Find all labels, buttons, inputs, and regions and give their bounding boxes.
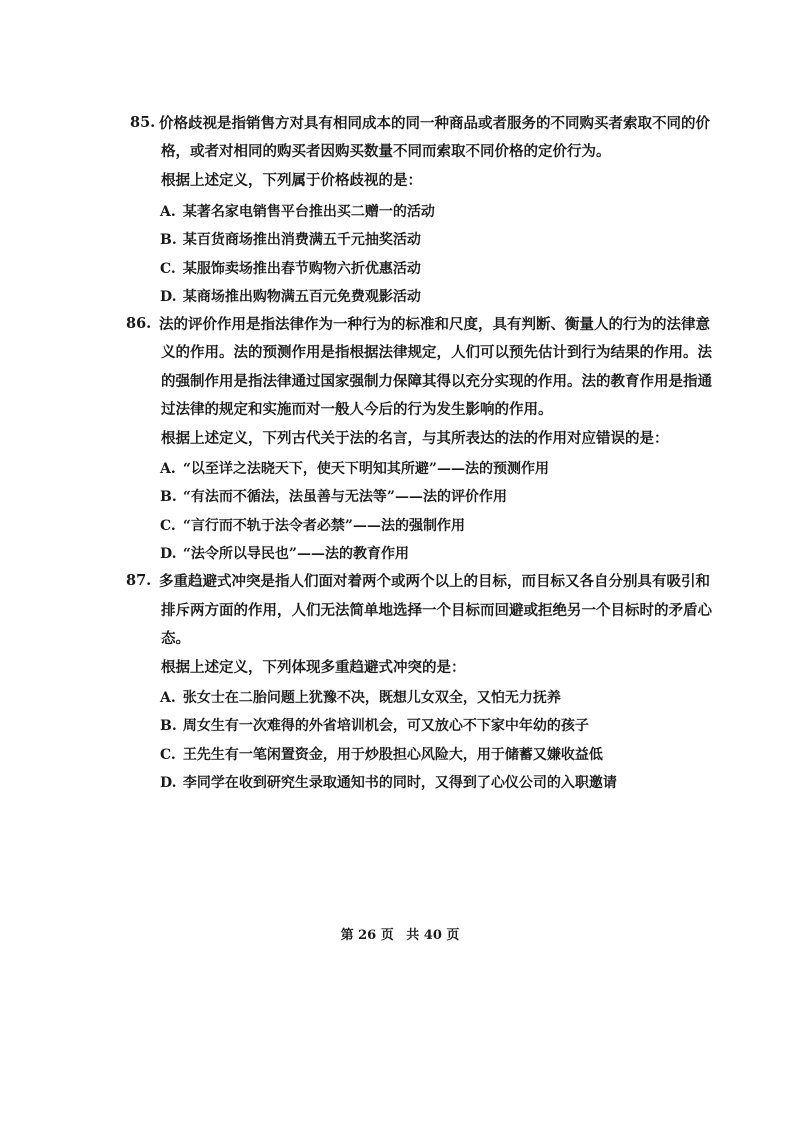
option-c bbox=[160, 744, 603, 764]
question-stem-line: 排斥两方面的作用，人们无法简单地选择一个目标而回避或拒绝另一个目标时的矛盾心 bbox=[161, 602, 712, 619]
option-label: C. bbox=[160, 518, 176, 534]
page-number: 第 26 页 bbox=[340, 928, 394, 943]
option-text: “法令所以导民也”——法的教育作用 bbox=[182, 546, 409, 562]
option-text: “以至详之法晓天下，使天下明知其所避”——法的预测作用 bbox=[182, 461, 549, 477]
option-text: 某商场推出购物满五百元免费观影活动 bbox=[182, 289, 421, 305]
question-prompt: 根据上述定义，下列属于价格歧视的是： bbox=[161, 172, 422, 189]
page-total: 共 40 页 bbox=[406, 928, 460, 943]
option-d bbox=[160, 772, 617, 792]
option-label: B. bbox=[160, 718, 177, 734]
question-stem-line: 多重趋避式冲突是指人们面对着两个或两个以上的目标，而目标又各自分别具有吸引和 bbox=[159, 573, 710, 590]
option-text: 周女生有一次难得的外省培训机会，可又放心不下家中年幼的孩子 bbox=[182, 718, 589, 734]
option-text: 某著名家电销售平台推出买二赠一的活动 bbox=[182, 204, 435, 220]
option-label: B. bbox=[160, 489, 177, 505]
question-stem-line: 法的评价作用是指法律作为一种行为的标准和尺度，具有判断、衡量人的行为的法律意 bbox=[159, 316, 710, 333]
option-label: A. bbox=[160, 690, 176, 706]
option-a bbox=[160, 201, 435, 221]
option-text: “言行而不轨于法令者必禁”——法的强制作用 bbox=[182, 518, 465, 534]
question-number: 85. bbox=[130, 114, 156, 131]
question-stem-line: 价格歧视是指销售方对具有相同成本的同一种商品或者服务的不同购买者索取不同的价 bbox=[159, 115, 710, 132]
option-label: A. bbox=[160, 461, 176, 477]
option-text: 张女士在二胎问题上犹豫不决，既想儿女双全，又怕无力抚养 bbox=[182, 690, 561, 706]
question-number: 86. bbox=[126, 315, 152, 332]
question-stem-line: 过法律的规定和实施而对一般人今后的行为发生影响的作用。 bbox=[161, 401, 553, 418]
option-label: C. bbox=[160, 747, 176, 763]
option-a bbox=[160, 458, 549, 478]
option-text: 某百货商场推出消费满五千元抽奖活动 bbox=[182, 232, 421, 248]
option-a bbox=[160, 687, 561, 707]
option-c bbox=[160, 515, 465, 535]
option-label: D. bbox=[160, 546, 177, 562]
question-stem-line: 格，或者对相同的购买者因购买数量不同而索取不同价格的定价行为。 bbox=[161, 143, 611, 160]
option-text: 李同学在收到研究生录取通知书的同时，又得到了心仪公司的入职邀请 bbox=[182, 775, 617, 791]
page-footer bbox=[0, 924, 800, 943]
option-text: 某服饰卖场推出春节购物六折优惠活动 bbox=[182, 261, 421, 277]
option-label: D. bbox=[160, 775, 177, 791]
option-b bbox=[160, 486, 507, 506]
option-c bbox=[160, 258, 421, 278]
option-label: D. bbox=[160, 289, 177, 305]
question-stem-line: 的强制作用是指法律通过国家强制力保障其得以充分实现的作用。法的教育作用是指通 bbox=[161, 373, 712, 390]
question-prompt: 根据上述定义，下列古代关于法的名言，与其所表达的法的作用对应错误的是： bbox=[161, 430, 669, 447]
option-label: C. bbox=[160, 261, 176, 277]
option-b bbox=[160, 229, 421, 249]
option-label: B. bbox=[160, 232, 177, 248]
question-prompt: 根据上述定义，下列体现多重趋避式冲突的是： bbox=[161, 659, 466, 676]
option-label: A. bbox=[160, 204, 176, 220]
option-text: “有法而不循法，法虽善与无法等”——法的评价作用 bbox=[182, 489, 507, 505]
question-stem-line: 态。 bbox=[161, 630, 190, 647]
option-d bbox=[160, 286, 421, 306]
option-b bbox=[160, 715, 589, 735]
question-stem-line: 义的作用。法的预测作用是指根据法律规定，人们可以预先估计到行为结果的作用。法 bbox=[161, 344, 712, 361]
option-d bbox=[160, 543, 409, 563]
question-number: 87. bbox=[126, 572, 152, 589]
option-text: 王先生有一笔闲置资金，用于炒股担心风险大，用于储蓄又嫌收益低 bbox=[182, 747, 603, 763]
